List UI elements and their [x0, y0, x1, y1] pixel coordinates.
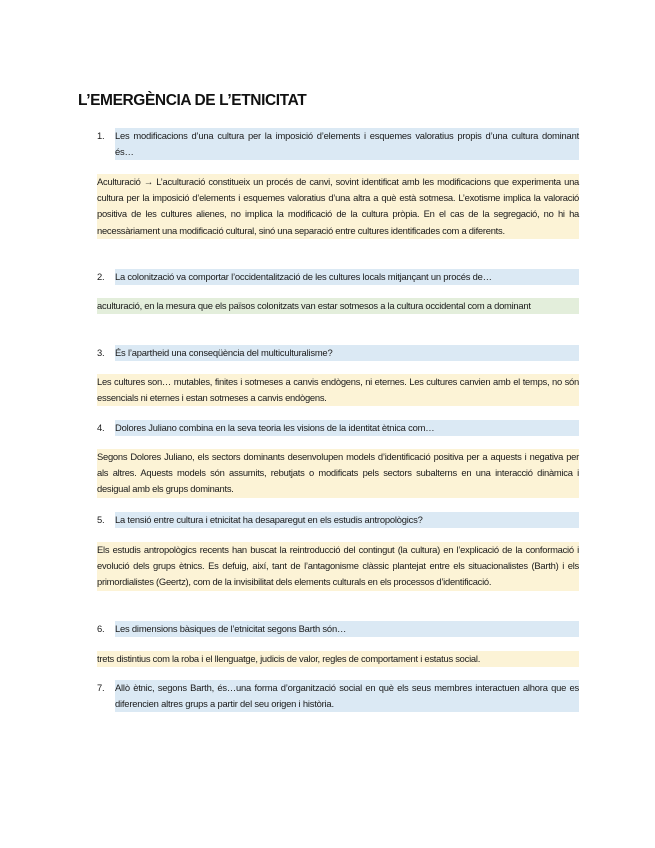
question-number: 5.: [97, 514, 105, 525]
question-text: Dolores Juliano combina en la seva teoria les visions de la identitat ètnica com…: [115, 420, 579, 436]
question-text: Allò ètnic, segons Barth, és…una forma d’organització social en què els seus membres interactuen alhora que es diferencien altres grups a partir del seu origen i història.: [115, 680, 579, 712]
question-number: 4.: [97, 422, 105, 433]
question-number: 3.: [97, 347, 105, 358]
question-text: La colonització va comportar l’occidentalització de les cultures locals mitjançant un procés de…: [115, 269, 579, 285]
question-1: [97, 128, 579, 160]
question-number: 2.: [97, 271, 105, 282]
question-2: [97, 269, 579, 285]
question-3: [97, 345, 579, 361]
question-6: [97, 621, 579, 637]
question-text: És l’apartheid una conseqüència del multiculturalisme?: [115, 345, 579, 361]
question-4: [97, 420, 579, 436]
page-title: L’EMERGÈNCIA DE L’ETNICITAT: [78, 92, 307, 109]
answer-4: Segons Dolores Juliano, els sectors dominants desenvolupen models d’identificació positiva per a aquests i negativa per als altres. Aquests models són assumits, rebutjats o modificats pels sectors subalterns en una interacció dinàmica i desigual amb els grups dominants.: [97, 449, 579, 498]
answer-6: trets distintius com la roba i el llenguatge, judicis de valor, regles de comportament i estatus social.: [97, 651, 579, 667]
question-number: 7.: [97, 682, 105, 693]
answer-3: Les cultures son… mutables, finites i sotmeses a canvis endògens, ni eternes. Les cultures canvien amb el temps, no són essencials ni eternes i estan sotmeses a canvis endògens.: [97, 374, 579, 406]
question-7: [97, 680, 579, 712]
question-text: Les dimensions bàsiques de l’etnicitat segons Barth són…: [115, 621, 579, 637]
question-5: [97, 512, 579, 528]
question-text: La tensió entre cultura i etnicitat ha desaparegut en els estudis antropològics?: [115, 512, 579, 528]
question-number: 6.: [97, 623, 105, 634]
question-text: Les modificacions d’una cultura per la imposició d’elements i esquemes valoratius propis d’una cultura dominant és…: [115, 128, 579, 160]
answer-5: Els estudis antropològics recents han buscat la reintroducció del contingut (la cultura) en l’explicació de la conformació i evolució dels grups ètnics. Es defuig, així, tant de l’antagonisme clàssic plantejat entre els situacionalistes (Barth) i els primordialistes (Geertz), com de la invisibilitat dels elements culturals en els processos d’identificació.: [97, 542, 579, 591]
question-number: 1.: [97, 130, 105, 141]
answer-2: aculturació, en la mesura que els països colonitzats van estar sotmesos a la cultura occidental com a dominant: [97, 298, 579, 314]
answer-1: Aculturació → L’aculturació constitueix un procés de canvi, sovint identificat amb les modificacions que experimenta una cultura per la imposició d’elements i esquemes valoratius d’una altra a què està sotmesa. L’exotisme implica la valoració positiva de les cultures alienes, no implica la modificació de la cultura pròpia. En el cas de la segregació, no hi ha necessàriament una modificació cultural, sinó una separació entre cultures identificades com a diferents.: [97, 174, 579, 239]
